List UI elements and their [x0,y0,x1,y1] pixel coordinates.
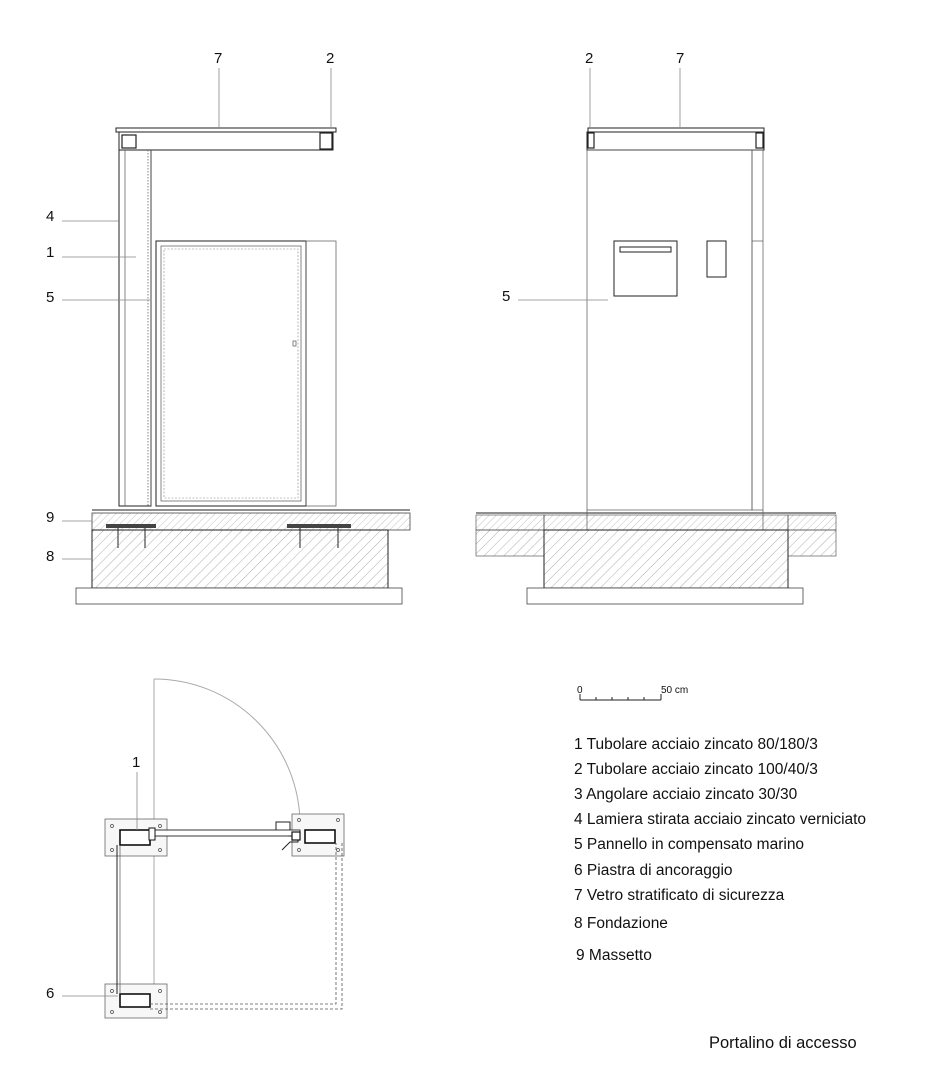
back-massetto-left [476,515,544,530]
plan-post-bottom-left [120,994,150,1007]
back-right-post [752,150,763,510]
legend [574,736,866,964]
front-anchor-plate-left [106,524,156,528]
callout-9: 9 [46,509,55,526]
back-base-slab [527,588,803,604]
scale-bar-end: 50 cm [661,685,689,696]
front-door-handle [293,341,296,346]
back-top-beam [587,132,764,150]
front-door-panel-inner [164,249,298,498]
back-mailbox [614,241,677,296]
front-foundation [92,530,388,588]
front-post [119,150,151,506]
plan-callout-6: 6 [46,985,55,1002]
plan-callout-1: 1 [132,754,141,771]
callout-8: 8 [46,548,55,565]
callout-1: 1 [46,244,55,261]
front-glass-canopy [116,128,336,132]
back-beam-end-left [588,133,594,148]
legend-item-2: 2 Tubolare acciaio zincato 100/40/3 [574,761,818,778]
plan-canopy-outline [150,843,336,1004]
legend-item-6: 6 Piastra di ancoraggio [574,862,733,879]
back-mailbox-slot [620,247,671,252]
back-beam-end-right [756,133,763,148]
back-subgrade-right [788,530,836,556]
legend-item-5: 5 Pannello in compensato marino [574,836,805,853]
plan-door-leaf [150,830,300,836]
callout-7: 7 [214,50,223,67]
back-intercom [707,241,726,277]
back-callout-2: 2 [585,50,594,67]
front-base-slab [76,588,402,604]
legend-item-9: 9 Massetto [576,947,652,964]
back-subgrade-left [476,530,544,556]
back-callout-7: 7 [676,50,685,67]
plan-door-swing [154,679,300,826]
plan-hinge [149,828,155,840]
front-right-post [306,241,336,506]
drawing-title: Portalino di accesso [709,1034,857,1052]
callout-4: 4 [46,208,55,225]
front-elevation [46,50,410,604]
front-beam-end-right [320,133,332,149]
back-massetto-right [788,515,836,530]
callout-5: 5 [46,289,55,306]
plan-view [46,679,344,1018]
front-top-beam [119,132,333,150]
front-door-frame [156,241,306,506]
legend-item-1: 1 Tubolare acciaio zincato 80/180/3 [574,736,818,753]
legend-item-3: 3 Angolare acciaio zincato 30/30 [574,786,798,803]
front-door-panel [161,246,301,501]
back-foundation [544,530,788,588]
legend-item-7: 7 Vetro stratificato di sicurezza [574,887,785,904]
callout-2: 2 [326,50,335,67]
scale-bar [577,685,688,700]
legend-item-8: 8 Fondazione [574,915,668,932]
back-glass-canopy [588,128,764,132]
back-elevation [476,50,836,604]
scale-bar-zero: 0 [577,685,583,696]
plan-latch [276,822,290,830]
plan-post-top-right [305,830,335,843]
front-beam-end-left [122,135,136,148]
back-callout-5: 5 [502,288,511,305]
plan-post-top-left [120,830,150,845]
legend-item-4: 4 Lamiera stirata acciaio zincato verniciato [574,811,867,828]
back-panel [587,150,752,510]
front-anchor-plate-right [287,524,351,528]
back-massetto-mid [544,515,788,530]
